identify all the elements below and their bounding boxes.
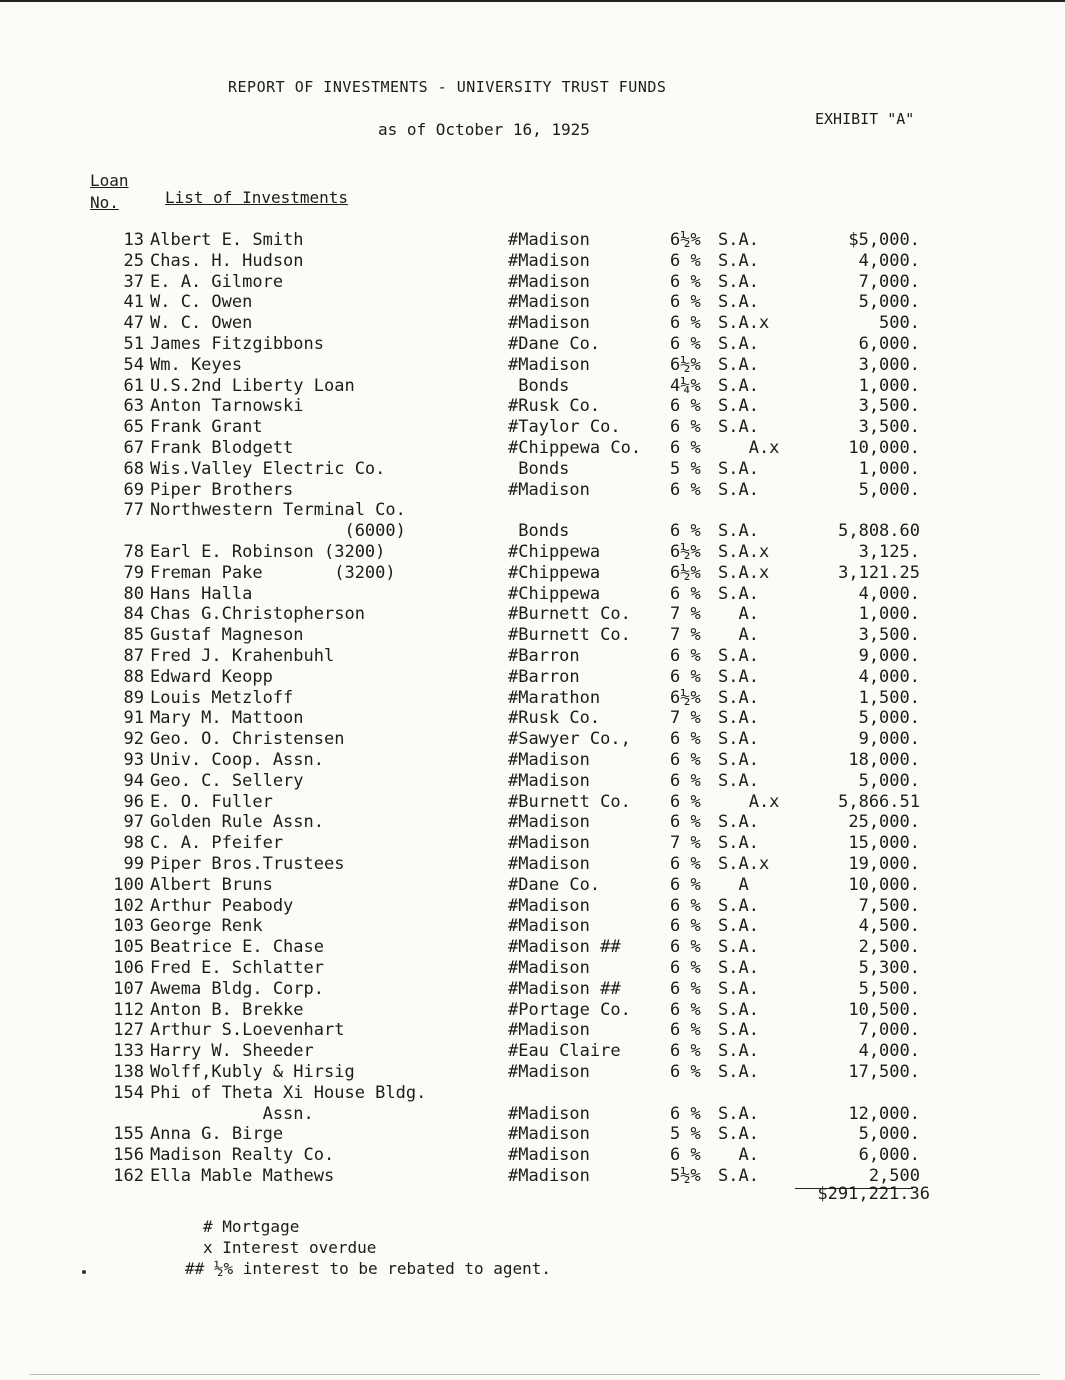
payment-terms: A xyxy=(718,874,749,895)
loan-number: 99 xyxy=(123,854,144,874)
location: #Dane Co. xyxy=(508,874,601,895)
payment-terms: S.A. xyxy=(718,958,759,978)
amount: 1,000. xyxy=(858,375,920,396)
payment-terms: S.A. xyxy=(718,708,759,729)
investor-name: Anton Tarnowski xyxy=(150,396,304,417)
amount: 10,500. xyxy=(848,999,920,1020)
loan-number: 63 xyxy=(123,396,144,417)
amount: 5,000. xyxy=(858,292,920,313)
interest-rate: 6 % xyxy=(670,271,701,292)
interest-rate: 6 % xyxy=(670,999,701,1020)
interest-rate: 6½% xyxy=(670,354,701,375)
loan-number: 65 xyxy=(123,417,144,438)
location: #Dane Co. xyxy=(508,334,601,354)
loan-number: 68 xyxy=(123,458,144,479)
location: #Madison ## xyxy=(508,978,621,999)
loan-number: 67 xyxy=(123,438,144,458)
interest-rate: 6 % xyxy=(670,791,701,812)
payment-terms: S.A.x xyxy=(718,854,770,874)
investor-name: Piper Bros.Trustees xyxy=(150,854,345,874)
payment-terms: A. xyxy=(718,625,759,646)
loan-number: 51 xyxy=(123,334,144,354)
investor-name: Freman Pake (3200) xyxy=(150,562,396,583)
legend-mortgage: # Mortgage xyxy=(203,1217,300,1236)
payment-terms: S.A. xyxy=(718,521,759,542)
report-date: as of October 16, 1925 xyxy=(378,120,590,139)
investor-name: Louis Metzloff xyxy=(150,687,294,708)
interest-rate: 6 % xyxy=(670,666,701,687)
amount: 1,000. xyxy=(858,458,920,479)
payment-terms: S.A. xyxy=(718,666,759,687)
interest-rate: 5½% xyxy=(670,1166,701,1186)
payment-terms: S.A. xyxy=(718,895,759,916)
amount: 10,000. xyxy=(848,874,920,895)
amount: $5,000. xyxy=(848,230,920,250)
location: #Chippewa xyxy=(508,583,601,604)
location: #Rusk Co. xyxy=(508,396,601,417)
interest-rate: 6 % xyxy=(670,1041,701,1062)
location: #Madison xyxy=(508,1020,590,1041)
loan-number: 54 xyxy=(123,354,144,375)
payment-terms: S.A. xyxy=(718,1062,759,1082)
location: #Taylor Co. xyxy=(508,417,621,438)
amount: 5,000. xyxy=(858,708,920,729)
location: #Burnett Co. xyxy=(508,791,631,812)
investor-name: Frank Grant xyxy=(150,417,263,438)
interest-rate: 7 % xyxy=(670,708,701,729)
payment-terms: S.A. xyxy=(718,687,759,708)
location: #Madison xyxy=(508,313,590,334)
location: #Barron xyxy=(508,666,580,687)
investor-name: Madison Realty Co. xyxy=(150,1145,335,1166)
amount: 500. xyxy=(879,313,920,334)
location: #Eau Claire xyxy=(508,1041,621,1062)
investor-name: (6000) xyxy=(150,521,406,542)
interest-rate: 6 % xyxy=(670,1020,701,1041)
interest-rate: 6 % xyxy=(670,521,701,542)
payment-terms: S.A. xyxy=(718,230,759,250)
amount: 4,500. xyxy=(858,916,920,937)
investor-name: E. A. Gilmore xyxy=(150,271,284,292)
investor-name: Fred J. Krahenbuhl xyxy=(150,646,335,666)
payment-terms: S.A. xyxy=(718,1103,759,1124)
investor-name: Hans Halla xyxy=(150,583,253,604)
investor-name: Wm. Keyes xyxy=(150,354,243,375)
location: #Barron xyxy=(508,646,580,666)
investor-name: Golden Rule Assn. xyxy=(150,812,324,833)
amount: 5,000. xyxy=(858,1124,920,1145)
investor-name: Northwestern Terminal Co. xyxy=(150,500,406,521)
location: #Madison xyxy=(508,770,590,791)
payment-terms: S.A. xyxy=(718,978,759,999)
amount: 18,000. xyxy=(848,750,920,770)
location: #Sawyer Co., xyxy=(508,729,631,750)
location: #Madison xyxy=(508,354,590,375)
loan-number: 138 xyxy=(113,1062,144,1082)
amount: 3,500. xyxy=(858,396,920,417)
loan-number: 61 xyxy=(123,375,144,396)
amount: 6,000. xyxy=(858,1145,920,1166)
location: #Burnett Co. xyxy=(508,604,631,625)
loan-number: 93 xyxy=(123,750,144,770)
amount: 12,000. xyxy=(848,1103,920,1124)
interest-rate: 6 % xyxy=(670,479,701,500)
investor-name: Chas G.Christopherson xyxy=(150,604,365,625)
investor-name: Geo. O. Christensen xyxy=(150,729,345,750)
amount: 3,500. xyxy=(858,417,920,438)
amount: 3,125. xyxy=(858,542,920,562)
interest-rate: 6 % xyxy=(670,583,701,604)
payment-terms: S.A. xyxy=(718,292,759,313)
payment-terms: S.A. xyxy=(718,583,759,604)
amount: 7,000. xyxy=(858,271,920,292)
loan-number: 97 xyxy=(123,812,144,833)
loan-number: 162 xyxy=(113,1166,144,1186)
payment-terms: S.A. xyxy=(718,417,759,438)
payment-terms: S.A. xyxy=(718,1041,759,1062)
location: #Chippewa xyxy=(508,562,601,583)
payment-terms: A. xyxy=(718,604,759,625)
payment-terms: S.A. xyxy=(718,999,759,1020)
payment-terms: S.A. xyxy=(718,271,759,292)
interest-rate: 6 % xyxy=(670,812,701,833)
amount: 9,000. xyxy=(858,729,920,750)
amount: 9,000. xyxy=(858,646,920,666)
amount: 5,500. xyxy=(858,978,920,999)
investor-name: Edward Keopp xyxy=(150,666,273,687)
payment-terms: S.A. xyxy=(718,1166,759,1186)
location: #Madison xyxy=(508,854,590,874)
amount: 6,000. xyxy=(858,334,920,354)
loan-number: 88 xyxy=(123,666,144,687)
location: #Madison xyxy=(508,1103,590,1124)
location: #Madison xyxy=(508,1145,590,1166)
payment-terms: S.A. xyxy=(718,1020,759,1041)
location: Bonds xyxy=(508,458,570,479)
investor-name: C. A. Pfeifer xyxy=(150,833,284,854)
investor-name: Albert Bruns xyxy=(150,874,273,895)
payment-terms: S.A. xyxy=(718,729,759,750)
payment-terms: S.A. xyxy=(718,396,759,417)
amount: 5,300. xyxy=(858,958,920,978)
loan-number: 80 xyxy=(123,583,144,604)
loan-number: 100 xyxy=(113,874,144,895)
amount: 5,866.51 xyxy=(838,791,920,812)
loan-number: 112 xyxy=(113,999,144,1020)
amount: 15,000. xyxy=(848,833,920,854)
investor-name: Arthur S.Loevenhart xyxy=(150,1020,345,1041)
amount: 5,808.60 xyxy=(838,521,920,542)
loan-number: 96 xyxy=(123,791,144,812)
interest-rate: 5 % xyxy=(670,1124,701,1145)
payment-terms: S.A. xyxy=(718,646,759,666)
interest-rate: 6 % xyxy=(670,1103,701,1124)
interest-rate: 6 % xyxy=(670,750,701,770)
payment-terms: S.A. xyxy=(718,833,759,854)
amount: 7,000. xyxy=(858,1020,920,1041)
legend-rebate: ## ½% interest to be rebated to agent. xyxy=(185,1259,552,1278)
payment-terms: S.A. xyxy=(718,770,759,791)
investor-name: Geo. C. Sellery xyxy=(150,770,304,791)
loan-number: 89 xyxy=(123,687,144,708)
location: #Chippewa xyxy=(508,542,601,562)
legend-interest-overdue: x Interest overdue xyxy=(203,1238,377,1257)
investor-name: Arthur Peabody xyxy=(150,895,294,916)
location: Bonds xyxy=(508,521,570,542)
interest-rate: 6 % xyxy=(670,313,701,334)
payment-terms: S.A. xyxy=(718,916,759,937)
location: #Madison xyxy=(508,1062,590,1082)
location: Bonds xyxy=(508,375,570,396)
loan-number: 69 xyxy=(123,479,144,500)
interest-rate: 6 % xyxy=(670,729,701,750)
payment-terms: S.A. xyxy=(718,354,759,375)
payment-terms: S.A. xyxy=(718,937,759,958)
interest-rate: 7 % xyxy=(670,604,701,625)
payment-terms: S.A. xyxy=(718,812,759,833)
loan-number: 127 xyxy=(113,1020,144,1041)
amount: 4,000. xyxy=(858,666,920,687)
loan-number: 154 xyxy=(113,1082,144,1103)
payment-terms: S.A. xyxy=(718,1124,759,1145)
investor-name: Anton B. Brekke xyxy=(150,999,304,1020)
interest-rate: 6 % xyxy=(670,438,701,458)
payment-terms: S.A. xyxy=(718,479,759,500)
investor-name: W. C. Owen xyxy=(150,292,253,313)
interest-rate: 6 % xyxy=(670,1062,701,1082)
payment-terms: A.x xyxy=(718,791,780,812)
interest-rate: 5 % xyxy=(670,458,701,479)
interest-rate: 6 % xyxy=(670,916,701,937)
amount: 19,000. xyxy=(848,854,920,874)
investor-name: Univ. Coop. Assn. xyxy=(150,750,324,770)
interest-rate: 6 % xyxy=(670,250,701,271)
location: #Madison xyxy=(508,958,590,978)
loan-number: 103 xyxy=(113,916,144,937)
loan-number: 78 xyxy=(123,542,144,562)
payment-terms: S.A.x xyxy=(718,562,770,583)
investor-name: Ella Mable Mathews xyxy=(150,1166,335,1186)
location: #Madison xyxy=(508,1124,590,1145)
payment-terms: S.A. xyxy=(718,334,759,354)
location: #Burnett Co. xyxy=(508,625,631,646)
amount: 3,500. xyxy=(858,625,920,646)
interest-rate: 6 % xyxy=(670,895,701,916)
location: #Chippewa Co. xyxy=(508,438,642,458)
investor-name: E. O. Fuller xyxy=(150,791,273,812)
investor-name: Fred E. Schlatter xyxy=(150,958,324,978)
loan-number: 106 xyxy=(113,958,144,978)
investor-name: Piper Brothers xyxy=(150,479,294,500)
investor-name: Chas. H. Hudson xyxy=(150,250,304,271)
loan-number: 102 xyxy=(113,895,144,916)
loan-number: 91 xyxy=(123,708,144,729)
interest-rate: 6½% xyxy=(670,542,701,562)
investor-name: Gustaf Magneson xyxy=(150,625,304,646)
payment-terms: A. xyxy=(718,1145,759,1166)
location: #Madison xyxy=(508,292,590,313)
investor-name: Harry W. Sheeder xyxy=(150,1041,314,1062)
location: #Madison xyxy=(508,895,590,916)
loan-number: 92 xyxy=(123,729,144,750)
interest-rate: 7 % xyxy=(670,625,701,646)
amount: 10,000. xyxy=(848,438,920,458)
interest-rate: 6½% xyxy=(670,562,701,583)
interest-rate: 6 % xyxy=(670,646,701,666)
interest-rate: 6 % xyxy=(670,770,701,791)
location: #Marathon xyxy=(508,687,601,708)
investor-name: W. C. Owen xyxy=(150,313,253,334)
investor-name: James Fitzgibbons xyxy=(150,334,324,354)
amount: 1,500. xyxy=(858,687,920,708)
investor-name: George Renk xyxy=(150,916,263,937)
loan-number: 77 xyxy=(123,500,144,521)
amount: 5,000. xyxy=(858,770,920,791)
investor-name: Earl E. Robinson (3200) xyxy=(150,542,386,562)
loan-number: 87 xyxy=(123,646,144,666)
loan-number: 13 xyxy=(123,230,144,250)
loan-number: 98 xyxy=(123,833,144,854)
interest-rate: 6 % xyxy=(670,874,701,895)
interest-rate: 6 % xyxy=(670,978,701,999)
interest-rate: 6 % xyxy=(670,292,701,313)
loan-number: 133 xyxy=(113,1041,144,1062)
loan-number: 41 xyxy=(123,292,144,313)
payment-terms: S.A. xyxy=(718,750,759,770)
investor-name: Frank Blodgett xyxy=(150,438,294,458)
loan-number: 85 xyxy=(123,625,144,646)
investor-name: Beatrice E. Chase xyxy=(150,937,324,958)
amount: 3,000. xyxy=(858,354,920,375)
interest-rate: 6 % xyxy=(670,334,701,354)
interest-rate: 6 % xyxy=(670,396,701,417)
total-amount: $291,221.36 xyxy=(817,1184,930,1204)
investor-name: Wis.Valley Electric Co. xyxy=(150,458,386,479)
interest-rate: 6 % xyxy=(670,937,701,958)
investor-name: Albert E. Smith xyxy=(150,230,304,250)
loan-no-header: Loan No. xyxy=(90,171,129,212)
investor-name: Anna G. Birge xyxy=(150,1124,284,1145)
amount: 5,000. xyxy=(858,479,920,500)
investor-name: U.S.2nd Liberty Loan xyxy=(150,375,355,396)
loan-number: 37 xyxy=(123,271,144,292)
loan-number: 25 xyxy=(123,250,144,271)
amount: 4,000. xyxy=(858,583,920,604)
investor-name: Phi of Theta Xi House Bldg. xyxy=(150,1082,427,1103)
amount: 25,000. xyxy=(848,812,920,833)
loan-number: 84 xyxy=(123,604,144,625)
exhibit-label: EXHIBIT "A" xyxy=(815,110,915,128)
amount: 3,121.25 xyxy=(838,562,920,583)
interest-rate: 6 % xyxy=(670,417,701,438)
amount: 1,000. xyxy=(858,604,920,625)
report-title: REPORT OF INVESTMENTS - UNIVERSITY TRUST FUNDS xyxy=(228,78,667,96)
amount: 7,500. xyxy=(858,895,920,916)
amount: 4,000. xyxy=(858,250,920,271)
location: #Madison xyxy=(508,230,590,250)
amount: 17,500. xyxy=(848,1062,920,1082)
payment-terms: A.x xyxy=(718,438,780,458)
investor-name: Assn. xyxy=(150,1103,314,1124)
location: #Madison xyxy=(508,479,590,500)
location: #Madison xyxy=(508,250,590,271)
loan-number: 105 xyxy=(113,937,144,958)
page-top-edge xyxy=(0,0,1065,2)
investor-name: Mary M. Mattoon xyxy=(150,708,304,729)
amount: 2,500. xyxy=(858,937,920,958)
amount: 2,500 xyxy=(868,1166,920,1186)
investor-name: Awema Bldg. Corp. xyxy=(150,978,324,999)
amount: 4,000. xyxy=(858,1041,920,1062)
payment-terms: S.A. xyxy=(718,375,759,396)
loan-number: 155 xyxy=(113,1124,144,1145)
payment-terms: S.A. xyxy=(718,458,759,479)
location: #Portage Co. xyxy=(508,999,631,1020)
location: #Madison xyxy=(508,750,590,770)
loan-number: 47 xyxy=(123,313,144,334)
payment-terms: S.A. xyxy=(718,250,759,271)
location: #Rusk Co. xyxy=(508,708,601,729)
loan-number: 107 xyxy=(113,978,144,999)
interest-rate: 4¼% xyxy=(670,375,701,396)
interest-rate: 6½% xyxy=(670,230,701,250)
page-bottom-edge xyxy=(30,1374,1040,1375)
location: #Madison xyxy=(508,1166,590,1186)
page-speck xyxy=(82,1270,86,1274)
payment-terms: S.A.x xyxy=(718,542,770,562)
location: #Madison xyxy=(508,916,590,937)
location: #Madison ## xyxy=(508,937,621,958)
location: #Madison xyxy=(508,812,590,833)
interest-rate: 6 % xyxy=(670,958,701,978)
loan-number: 94 xyxy=(123,770,144,791)
interest-rate: 7 % xyxy=(670,833,701,854)
location: #Madison xyxy=(508,833,590,854)
payment-terms: S.A.x xyxy=(718,313,770,334)
interest-rate: 6 % xyxy=(670,854,701,874)
location: #Madison xyxy=(508,271,590,292)
list-header: List of Investments xyxy=(165,188,349,207)
interest-rate: 6½% xyxy=(670,687,701,708)
investor-name: Wolff,Kubly & Hirsig xyxy=(150,1062,355,1082)
loan-number: 156 xyxy=(113,1145,144,1166)
loan-number: 79 xyxy=(123,562,144,583)
interest-rate: 6 % xyxy=(670,1145,701,1166)
